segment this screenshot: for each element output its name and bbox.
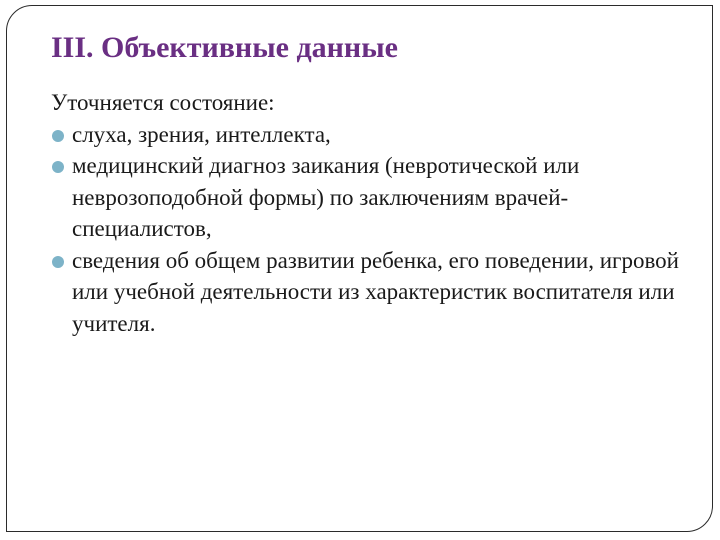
list-item [51, 119, 691, 151]
slide-body [51, 87, 691, 339]
intro-text: Уточняется состояние: [51, 90, 275, 115]
list-item [51, 150, 691, 245]
bullet-dot-icon [52, 256, 64, 268]
list-item [51, 245, 691, 340]
bullet-list [51, 119, 691, 340]
bullet-text: слуха, зрения, интеллекта, [72, 121, 331, 147]
bullet-text: медицинский диагноз заикания (невротической или неврозоподобной формы) по заключениям врачей-специалистов, [72, 153, 580, 241]
bullet-dot-icon [52, 130, 64, 142]
bullet-dot-icon [52, 161, 64, 173]
slide-frame [6, 5, 713, 532]
bullet-text: сведения об общем развитии ребенка, его поведении, игровой или учебной деятельности из характеристик воспитателя или учителя. [72, 247, 679, 336]
slide-title: III. Объективные данные [51, 31, 398, 64]
